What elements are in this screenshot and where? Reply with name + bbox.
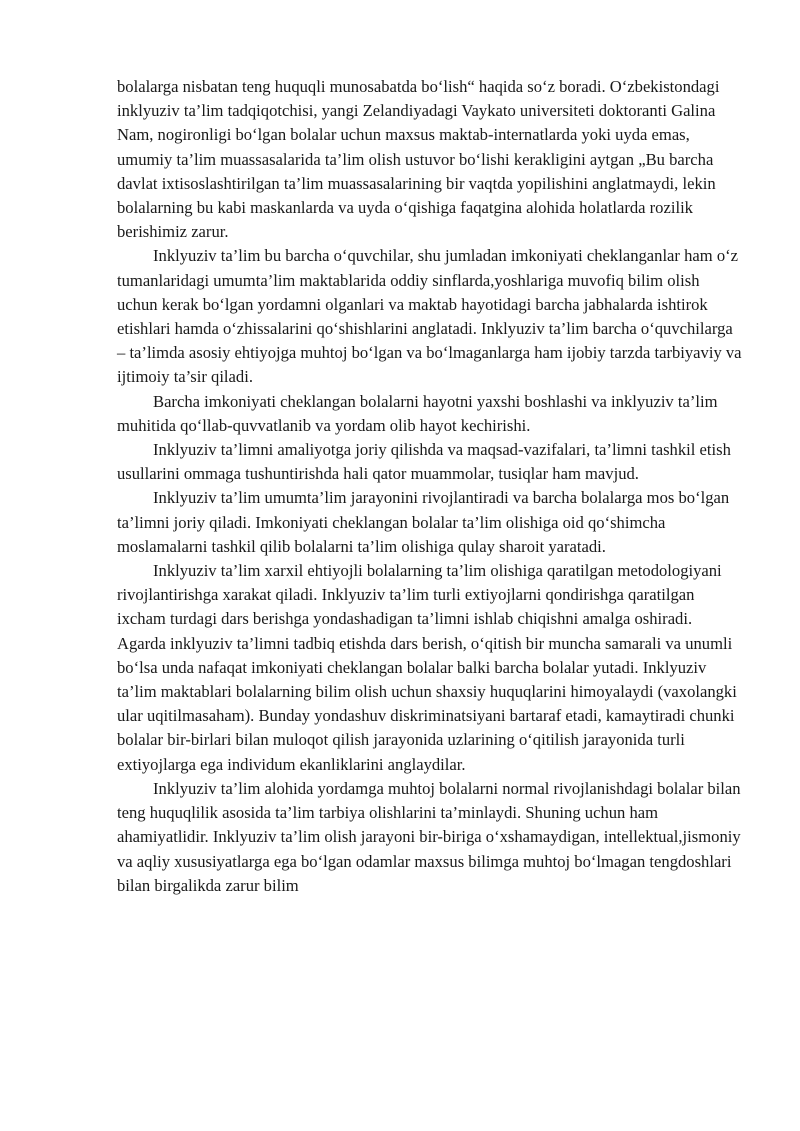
paragraph: Inklyuziv ta’limni amaliyotga joriy qilishda va maqsad-vazifalari, ta’limni tashkil etish usullarini ommaga tushuntirishda hali qator muammolar, tusiqlar ham mavjud. xyxy=(117,440,731,484)
paragraph: Inklyuziv ta’lim xarxil ehtiyojli bolalarning ta’lim olishiga qaratilgan metodologiyani rivojlantirishga xarakat qiladi. Inklyuziv ta’lim turli extiyojlarni qondirishga qaratilgan ixcham turdagi dars berishga yondashadigan ta’limni ishlab chiqishni amalga oshiradi. Agarda inklyuziv ta’limni tadbiq etishda dars berish, o‘qitish bir muncha samarali va unumli bo‘lsa unda nafaqat imkoniyati cheklangan bolalar balki barcha bolalar yutadi. Inklyuziv ta’lim maktablari bolalarning bilim olish uchun shaxsiy huquqlarini himoyalaydi (vaxolangki ular uqitilmasaham). Bunday yondashuv diskriminatsiyani bartaraf etadi, kamaytiradi chunki bolalar bir-birlari bilan muloqot qilish jarayonida uzlarining o‘qitilish jarayonida turli extiyojlarga ega individum ekanliklarini anglaydilar. xyxy=(117,561,737,774)
paragraph: Barcha imkoniyati cheklangan bolalarni hayotni yaxshi boshlashi va inklyuziv ta’lim muhitida qo‘llab-quvvatlanib va yordam olib hayot kechirishi. xyxy=(117,391,718,435)
paragraph: Inklyuziv ta’lim bu barcha o‘quvchilar, shu jumladan imkoniyati cheklanganlar ham o‘z tumanlaridagi umumta’lim maktablarida oddiy sinflarda,yoshlariga muvofiq bilim olish uchun kerak bo‘lgan yordamni olganlari va maktab hayotidagi barcha jabhalarda ishtirok etishlari hamda o‘zhissalarini qo‘shishlarini anglatadi. Inklyuziv ta’lim barcha o‘quvchilarga – ta’limda asosiy ehtiyojga muhtoj bo‘lgan va bo‘lmaganlarga ham ijobiy tarzda tarbiyaviy va ijtimoiy ta’sir qiladi. xyxy=(117,246,742,387)
paragraph: Inklyuziv ta’lim alohida yordamga muhtoj bolalarni normal rivojlanishdagi bolalar bilan teng huquqlilik asosida ta’lim tarbiya olishlarini ta’minlaydi. Shuning uchun ham ahamiyatlidir. Inklyuziv ta’lim olish jarayoni bir-biriga o‘xshamaydigan, intellektual,jismoniy va aqliy xususiyatlarga ega bo‘lgan odamlar maxsus bilimga muhtoj bo‘lmagan tengdoshlari bilan birgalikda zarur bilim xyxy=(117,778,741,895)
paragraph: Inklyuziv ta’lim umumta’lim jarayonini rivojlantiradi va barcha bolalarga mos bo‘lgan ta’limni joriy qiladi. Imkoniyati cheklangan bolalar ta’lim olishiga oid qo‘shimcha moslamalarni tashkil qilib bolalarni ta’lim olishiga qulay sharoit yaratadi. xyxy=(117,488,730,556)
document-page xyxy=(117,75,742,898)
paragraph-continuation: bolalarga nisbatan teng huquqli munosabatda bo‘lish“ haqida so‘z boradi. O‘zbekistondagi inklyuziv ta’lim tadqiqotchisi, yangi Zelandiyadagi Vaykato universiteti doktoranti Galina Nam, nogironligi bo‘lgan bolalar uchun maxsus maktab-internatlarda yoki uyda emas, umumiy ta’lim muassasalarida ta’lim olish ustuvor bo‘lishi kerakligini aytgan „Bu barcha davlat ixtisoslashtirilgan ta’lim muassasalarining bir vaqtda yopilishini anglatmaydi, lekin bolalarning bu kabi maskanlarda va uyda o‘qishiga faqatgina alohida holatlarda rozilik berishimiz zarur. xyxy=(117,77,720,242)
